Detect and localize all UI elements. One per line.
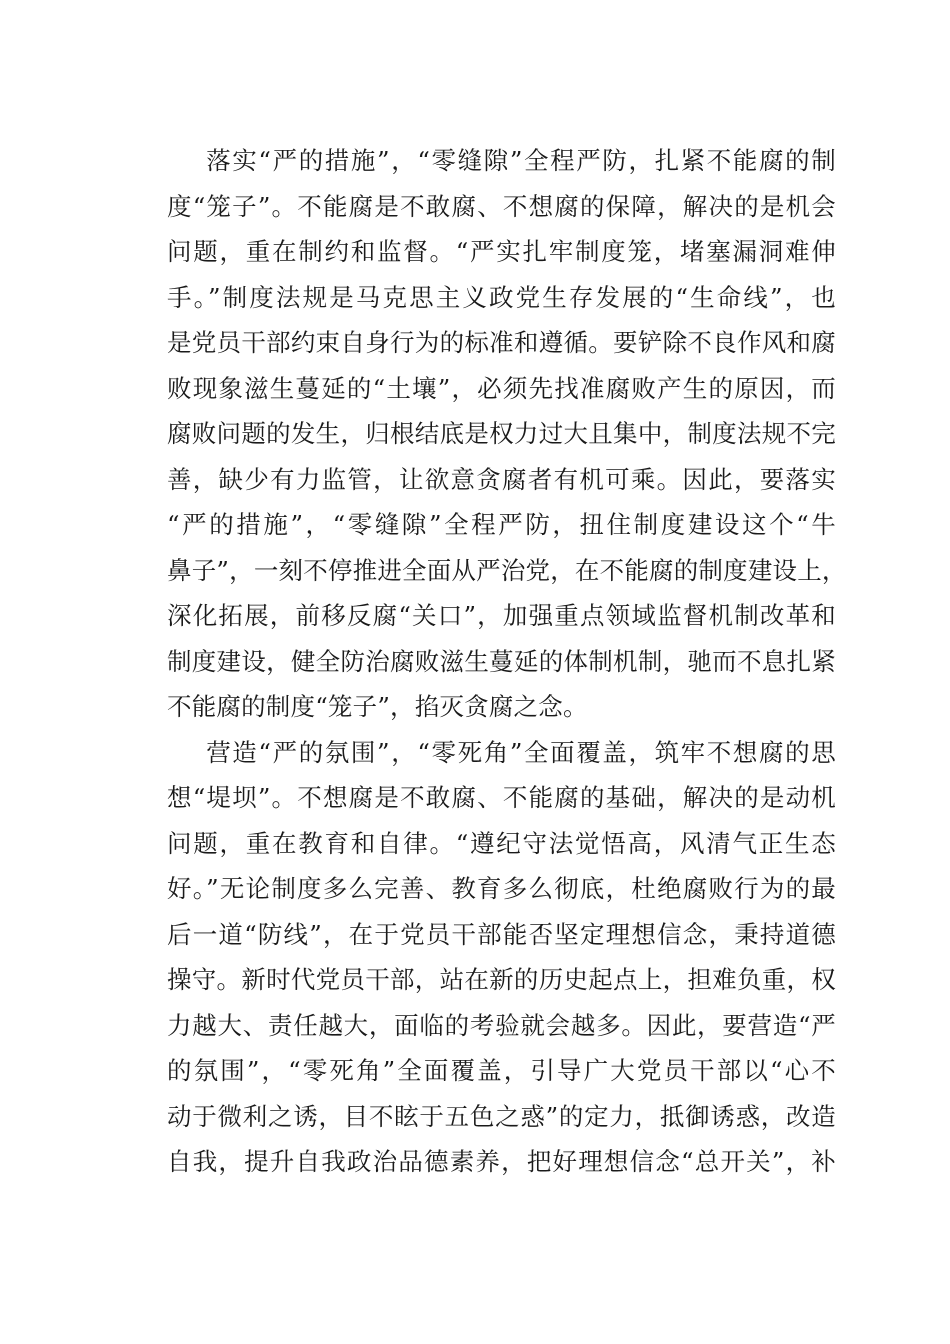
text-line: 操守。新时代党员干部，站在新的历史起点上，担难负重，权 xyxy=(167,965,836,994)
text-line: 的氛围”，“零死角”全面覆盖，引导广大党员干部以“心不 xyxy=(167,1056,836,1085)
text-line: 问题，重在制约和监督。“严实扎牢制度笼，堵塞漏洞难伸 xyxy=(167,237,836,266)
text-line: 制度建设，健全防治腐败滋生蔓延的体制机制，驰而不息扎紧 xyxy=(167,646,836,676)
document-body xyxy=(118,138,847,1185)
text-line: 是党员干部约束自身行为的标准和遵循。要铲除不良作风和腐 xyxy=(167,328,836,357)
text-line: 手。”制度法规是马克思主义政党生存发展的“生命线”，也 xyxy=(167,282,836,312)
text-line: 鼻子”，一刻不停推进全面从严治党，在不能腐的制度建设上， xyxy=(167,555,847,585)
text-line: 力越大、责任越大，面临的考验就会越多。因此，要营造“严 xyxy=(167,1010,836,1040)
text-line: 落实“严的措施”，“零缝隙”全程严防，扎紧不能腐的制 xyxy=(206,146,836,175)
text-line: 深化拓展，前移反腐“关口”，加强重点领域监督机制改革和 xyxy=(167,601,836,630)
text-line: “严的措施”，“零缝隙”全程严防，扭住制度建设这个“牛 xyxy=(167,510,836,539)
text-line: 自我，提升自我政治品德素养，把好理想信念“总开关”，补 xyxy=(167,1147,836,1176)
text-line: 不能腐的制度“笼子”，掐灭贪腐之念。 xyxy=(167,692,588,721)
text-line: 败现象滋生蔓延的“土壤”，必须先找准腐败产生的原因，而 xyxy=(167,373,836,403)
text-line: 动于微利之诱，目不眩于五色之惑”的定力，抵御诱惑，改造 xyxy=(167,1101,836,1131)
text-line: 营造“严的氛围”，“零死角”全面覆盖，筑牢不想腐的思 xyxy=(206,737,836,767)
paragraph-measures xyxy=(118,138,847,730)
text-line: 度“笼子”。不能腐是不敢腐、不想腐的保障，解决的是机会 xyxy=(167,191,836,221)
text-line: 善，缺少有力监管，让欲意贪腐者有机可乘。因此，要落实 xyxy=(167,464,836,494)
text-line: 后一道“防线”，在于党员干部能否坚定理想信念，秉持道德 xyxy=(167,919,836,949)
text-line: 问题，重在教育和自律。“遵纪守法觉悟高，风清气正生态 xyxy=(167,828,836,858)
text-line: 想“堤坝”。不想腐是不敢腐、不能腐的基础，解决的是动机 xyxy=(167,783,836,812)
paragraph-atmosphere xyxy=(118,730,836,1185)
text-line: 好。”无论制度多么完善、教育多么彻底，杜绝腐败行为的最 xyxy=(167,874,836,903)
text-line: 腐败问题的发生，归根结底是权力过大且集中，制度法规不完 xyxy=(167,419,836,448)
